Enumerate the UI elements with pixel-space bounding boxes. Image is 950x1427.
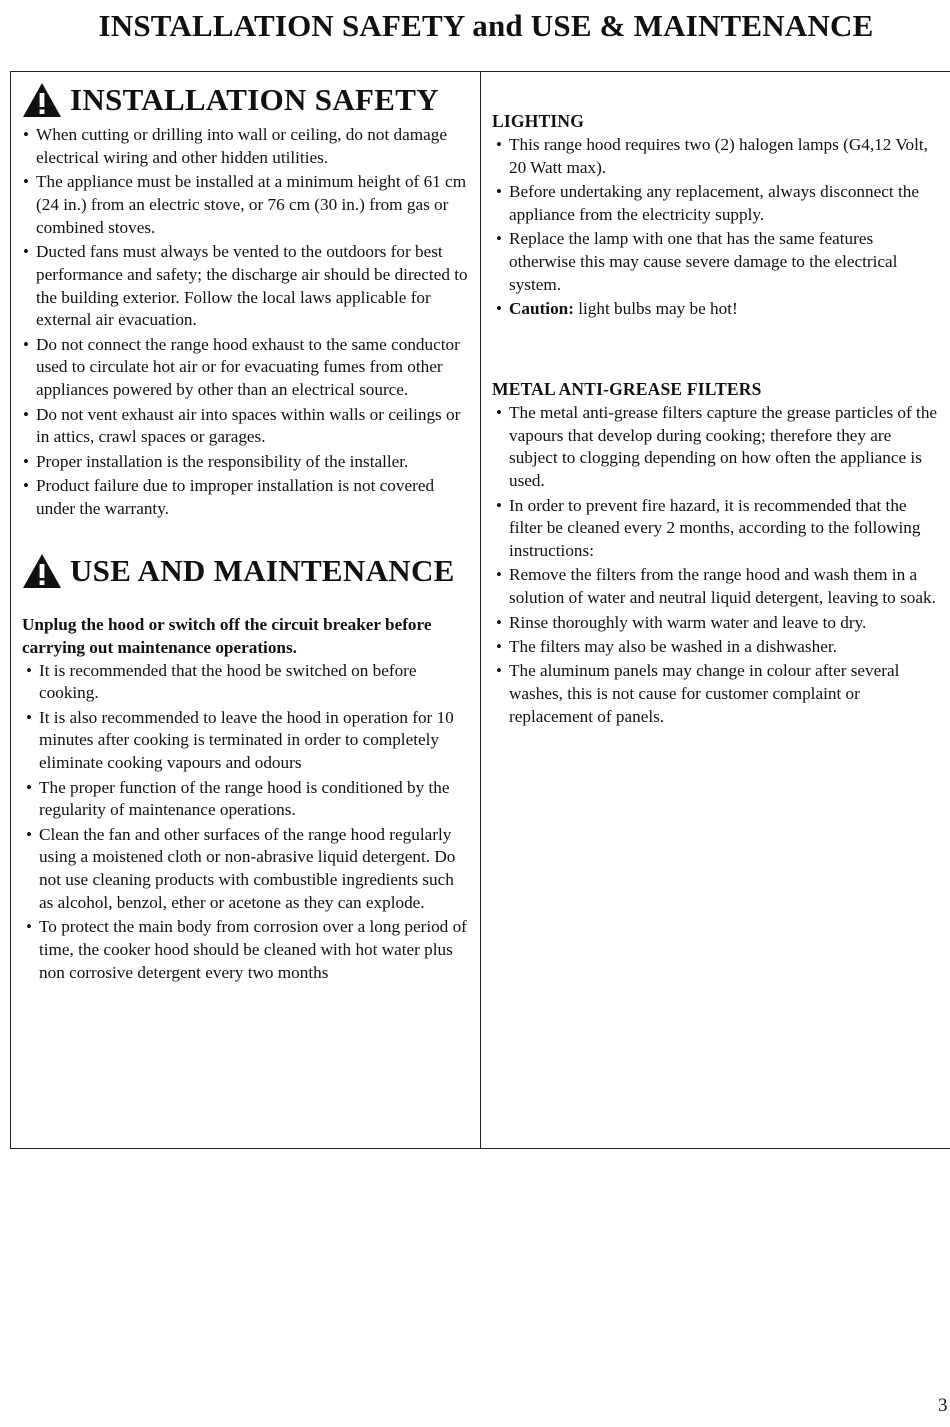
list-item: • To protect the main body from corrosion over a long period of time, the cooker hood should be cleaned with hot water plus non corrosive detergent every two months — [22, 916, 470, 984]
installation-safety-header — [22, 82, 470, 118]
lighting-list — [492, 134, 940, 321]
list-item: • Replace the lamp with one that has the same features otherwise this may cause severe damage to the electrical system. — [492, 228, 940, 296]
list-item: • When cutting or drilling into wall or ceiling, do not damage electrical wiring and other hidden utilities. — [22, 124, 470, 170]
use-maintenance-header — [22, 553, 470, 589]
warning-icon — [22, 82, 62, 118]
warning-icon — [22, 553, 62, 589]
list-item: • Clean the fan and other surfaces of the range hood regularly using a moistened cloth or non-abrasive liquid detergent. Do not use cleaning products with combustible ingredients such as alcohol, benzol, ether or acetone as they can explode. — [22, 824, 470, 915]
installation-safety-heading: INSTALLATION SAFETY — [70, 82, 439, 117]
caution-text: light bulbs may be hot! — [573, 299, 738, 319]
list-item: • It is also recommended to leave the hood in operation for 10 minutes after cooking is terminated in order to completely eliminate cooking vapours and odours — [22, 707, 470, 775]
list-item: • The aluminum panels may change in colour after several washes, this is not cause for customer complaint or replacement of panels. — [492, 660, 940, 728]
list-item — [492, 298, 940, 321]
lighting-heading: LIGHTING — [492, 111, 585, 131]
list-item: • This range hood requires two (2) halogen lamps (G4,12 Volt, 20 Watt max). — [492, 134, 940, 180]
list-item: • Do not connect the range hood exhaust to the same conductor used to circulate hot air or for evacuating fumes from other appliances powered by other than an electrical source. — [22, 334, 470, 402]
list-item: • It is recommended that the hood be switched on before cooking. — [22, 660, 470, 706]
list-item: • In order to prevent fire hazard, it is recommended that the filter be cleaned every 2 months, according to the following instructions: — [492, 495, 940, 563]
caution-label: Caution: — [509, 299, 574, 319]
page-number: 3 — [938, 1395, 948, 1416]
use-maintenance-list — [22, 660, 470, 985]
use-maintenance-heading: USE AND MAINTENANCE — [70, 552, 455, 588]
list-item: • The appliance must be installed at a minimum height of 61 cm (24 in.) from an electric stove, or 76 cm (30 in.) from gas or combined stoves. — [22, 171, 470, 239]
page-title: INSTALLATION SAFETY and USE & MAINTENANCE — [98, 8, 874, 43]
list-item: • Remove the filters from the range hood and wash them in a solution of water and neutral liquid detergent, leaving to soak. — [492, 564, 940, 610]
list-item: • The filters may also be washed in a dishwasher. — [492, 636, 940, 659]
right-column — [492, 111, 940, 730]
list-item: • The proper function of the range hood is conditioned by the regularity of maintenance operations. — [22, 777, 470, 823]
installation-safety-list — [22, 124, 470, 521]
maintenance-notice: Unplug the hood or switch off the circuit breaker before carrying out maintenance operations. — [22, 614, 432, 657]
filters-list — [492, 402, 940, 729]
left-column — [22, 82, 470, 986]
list-item: • Do not vent exhaust air into spaces within walls or ceilings or in attics, crawl spaces or garages. — [22, 404, 470, 450]
list-item: • Proper installation is the responsibility of the installer. — [22, 451, 470, 474]
list-item: • Before undertaking any replacement, always disconnect the appliance from the electricity supply. — [492, 181, 940, 227]
list-item: • Rinse thoroughly with warm water and leave to dry. — [492, 612, 940, 635]
filters-heading: METAL ANTI-GREASE FILTERS — [492, 378, 762, 399]
list-item: • Product failure due to improper installation is not covered under the warranty. — [22, 475, 470, 521]
column-divider — [480, 71, 481, 1149]
list-item: • Ducted fans must always be vented to the outdoors for best performance and safety; the discharge air should be directed to the building exterior. Follow the local laws applicable for external air evacuation. — [22, 241, 470, 332]
list-item: • The metal anti-grease filters capture the grease particles of the vapours that develop during cooking; therefore they are subject to clogging depending on how often the appliance is used. — [492, 402, 940, 493]
